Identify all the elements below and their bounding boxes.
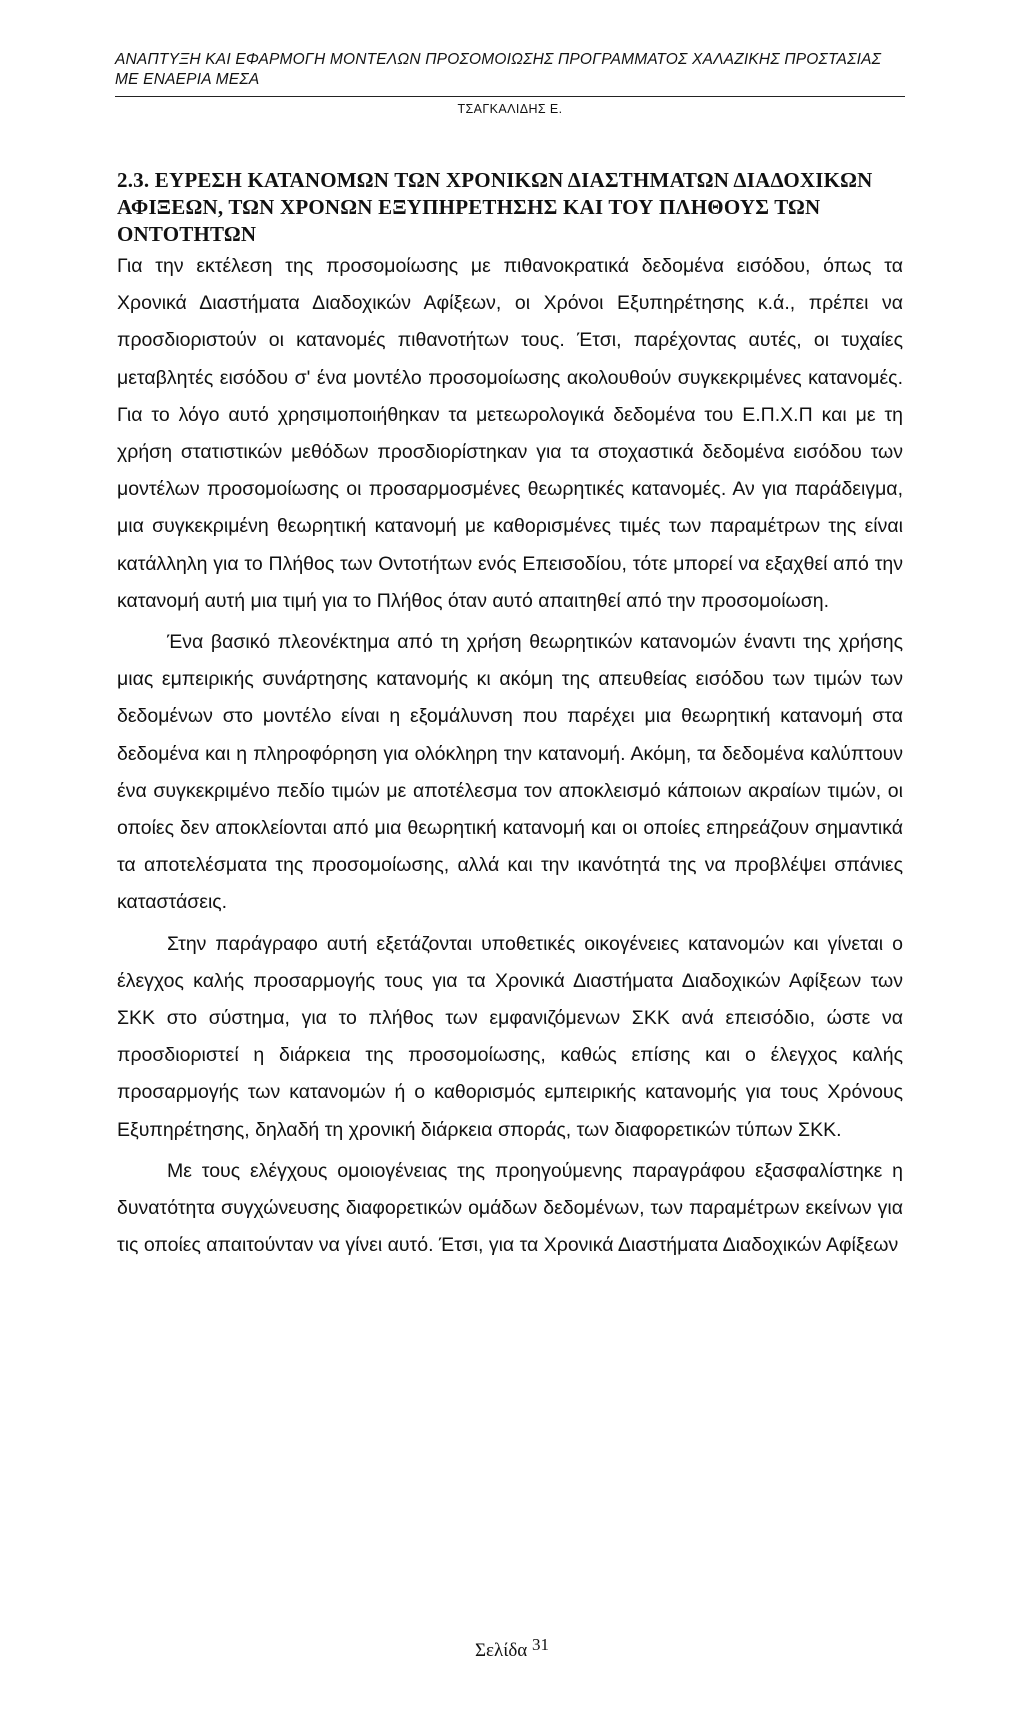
paragraph-1: Για την εκτέλεση της προσομοίωσης με πιθανοκρατικά δεδομένα εισόδου, όπως τα Χρονικά Διαστήματα Διαδοχικών Αφίξεων, οι Χρόνοι Εξυπηρέτησης κ.ά., πρέπει να προσδιοριστούν οι κατανομές πιθανοτήτων τους. Έτσι, παρέχοντας αυτές, οι τυχαίες μεταβλητές εισόδου σ' ένα μοντέλο προσομοίωσης ακολουθούν συγκεκριμένες κατανομές. Για το λόγο αυτό χρησιμοποιήθηκαν τα μετεωρολογικά δεδομένα του Ε.Π.Χ.Π και με τη χρήση στατιστικών μεθόδων προσδιορίστηκαν για τα στοχαστικά δεδομένα εισόδου των μοντέλων προσομοίωσης οι προσαρμοσμένες θεωρητικές κατανομές. Αν για παράδειγμα, μια συγκεκριμένη θεωρητική κατανομή με καθορισμένες τιμές των παραμέτρων της είναι κατάλληλη για το Πλήθος των Οντοτήτων ενός Επεισοδίου, τότε μπορεί να εξαχθεί από την κατανομή αυτή μια τιμή για το Πλήθος όταν αυτό απαιτηθεί από την προσομοίωση. (117, 255, 903, 612)
page-number: 31 (532, 1635, 550, 1654)
paragraph-2: Ένα βασικό πλεονέκτημα από τη χρήση θεωρητικών κατανομών έναντι της χρήσης μιας εμπειρικής συνάρτησης κατανομής κι ακόμη της απευθείας εισόδου των τιμών των δεδομένων στο μοντέλο είναι η εξομάλυνση που παρέχει μια θεωρητική κατανομή στα δεδομένα και η πληροφόρηση για ολόκληρη την κατανομή. Ακόμη, τα δεδομένα καλύπτουν ένα συγκεκριμένο πεδίο τιμών με αποτέλεσμα τον αποκλεισμό κάποιων ακραίων τιμών, οι οποίες δεν αποκλείονται από μια θεωρητική κατανομή και οι οποίες επηρεάζουν σημαντικά τα αποτελέσματα της προσομοίωσης, αλλά και την ικανότητά της να προβλέψει σπάνιες καταστάσεις. (117, 631, 903, 914)
page-content (117, 167, 903, 1264)
page-footer (0, 1635, 1024, 1662)
header-rule (115, 96, 905, 97)
header-title: ΑΝΑΠΤΥΞΗ ΚΑΙ ΕΦΑΡΜΟΓΗ ΜΟΝΤΕΛΩΝ ΠΡΟΣΟΜΟΙΩΣΗΣ ΠΡΟΓΡΑΜΜΑΤΟΣ ΧΑΛΑΖΙΚΗΣ ΠΡΟΣΤΑΣΙΑΣ ΜΕ ΕΝΑΕΡΙΑ ΜΕΣΑ (115, 51, 882, 88)
paragraph-4: Με τους ελέγχους ομοιογένειας της προηγούμενης παραγράφου εξασφαλίστηκε η δυνατότητα συγχώνευσης διαφορετικών ομάδων δεδομένων, των παραμέτρων εκείνων για τις οποίες απαιτούνταν να γίνει αυτό. Έτσι, για τα Χρονικά Διαστήματα Διαδοχικών Αφίξεων (117, 1159, 903, 1257)
paragraph-3: Στην παράγραφο αυτή εξετάζονται υποθετικές οικογένειες κατανομών και γίνεται ο έλεγχος καλής προσαρμογής τους για τα Χρονικά Διαστήματα Διαδοχικών Αφίξεων των ΣΚΚ στο σύστημα, για το πλήθος των εμφανιζόμενων ΣΚΚ ανά επεισόδιο, ώστε να προσδιοριστεί η διάρκεια της προσομοίωσης, καθώς επίσης και ο έλεγχος καλής προσαρμογής των κατανομών ή ο καθορισμός εμπειρικής κατανομής για τους Χρόνους Εξυπηρέτησης, δηλαδή τη χρονική διάρκεια σποράς, των διαφορετικών τύπων ΣΚΚ. (117, 932, 903, 1141)
section-heading: 2.3. ΕΥΡΕΣΗ ΚΑΤΑΝΟΜΩΝ ΤΩΝ ΧΡΟΝΙΚΩΝ ΔΙΑΣΤΗΜΑΤΩΝ ΔΙΑΔΟΧΙΚΩΝ ΑΦΙΞΕΩΝ, ΤΩΝ ΧΡΟΝΩΝ ΕΞΥΠΗΡΕΤΗΣΗΣ ΚΑΙ ΤΟΥ ΠΛΗΘΟΥΣ ΤΩΝ ΟΝΤΟΤΗΤΩΝ (117, 168, 873, 246)
page-label: Σελίδα (474, 1640, 528, 1661)
header-author: ΤΣΑΓΚΑΛΙΔΗΣ Ε. (457, 102, 563, 116)
running-header (115, 50, 905, 116)
